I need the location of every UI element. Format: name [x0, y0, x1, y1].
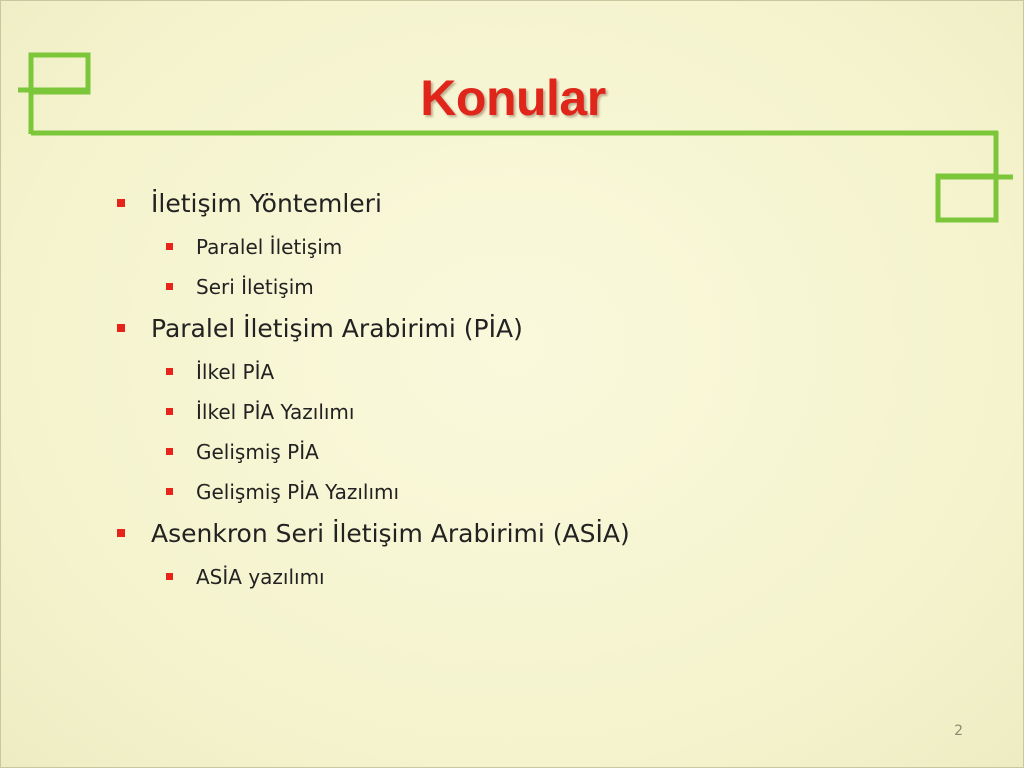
slide-title: Konular — [420, 70, 606, 126]
bullet-list — [113, 187, 933, 591]
bullet-item-level-2 — [113, 438, 933, 466]
bullet-text: Paralel İletişim — [196, 235, 343, 259]
bullet-item-level-2 — [113, 563, 933, 591]
bullet-item-level-2 — [113, 233, 933, 261]
frame-box-bottom-right — [938, 176, 996, 220]
bullet-text: Gelişmiş PİA — [196, 440, 319, 464]
bullet-text: Asenkron Seri İletişim Arabirimi (ASİA) — [151, 519, 630, 548]
square-bullet-icon — [166, 573, 173, 580]
bullet-item-level-2 — [113, 478, 933, 506]
square-bullet-icon — [166, 243, 173, 250]
bullet-text: Gelişmiş PİA Yazılımı — [196, 480, 400, 504]
square-bullet-icon — [166, 283, 173, 290]
bullet-item-level-2 — [113, 273, 933, 301]
square-bullet-icon — [166, 368, 173, 375]
bullet-text: Paralel İletişim Arabirimi (PİA) — [151, 314, 523, 343]
bullet-text: ASİA yazılımı — [196, 565, 325, 589]
square-bullet-icon — [166, 488, 173, 495]
square-bullet-icon — [166, 408, 173, 415]
bullet-text: Seri İletişim — [196, 275, 314, 299]
bullet-text: İletişim Yöntemleri — [151, 189, 382, 218]
bullet-item-level-2 — [113, 398, 933, 426]
bullet-item-level-1 — [113, 187, 933, 221]
square-bullet-icon — [117, 199, 125, 207]
square-bullet-icon — [117, 529, 125, 537]
bullet-item-level-1 — [113, 517, 933, 551]
square-bullet-icon — [166, 448, 173, 455]
page-number: 2 — [954, 723, 963, 739]
bullet-item-level-1 — [113, 312, 933, 346]
bullet-item-level-2 — [113, 358, 933, 386]
square-bullet-icon — [117, 324, 125, 332]
bullet-text: İlkel PİA Yazılımı — [196, 400, 355, 424]
bullet-text: İlkel PİA — [196, 360, 275, 384]
